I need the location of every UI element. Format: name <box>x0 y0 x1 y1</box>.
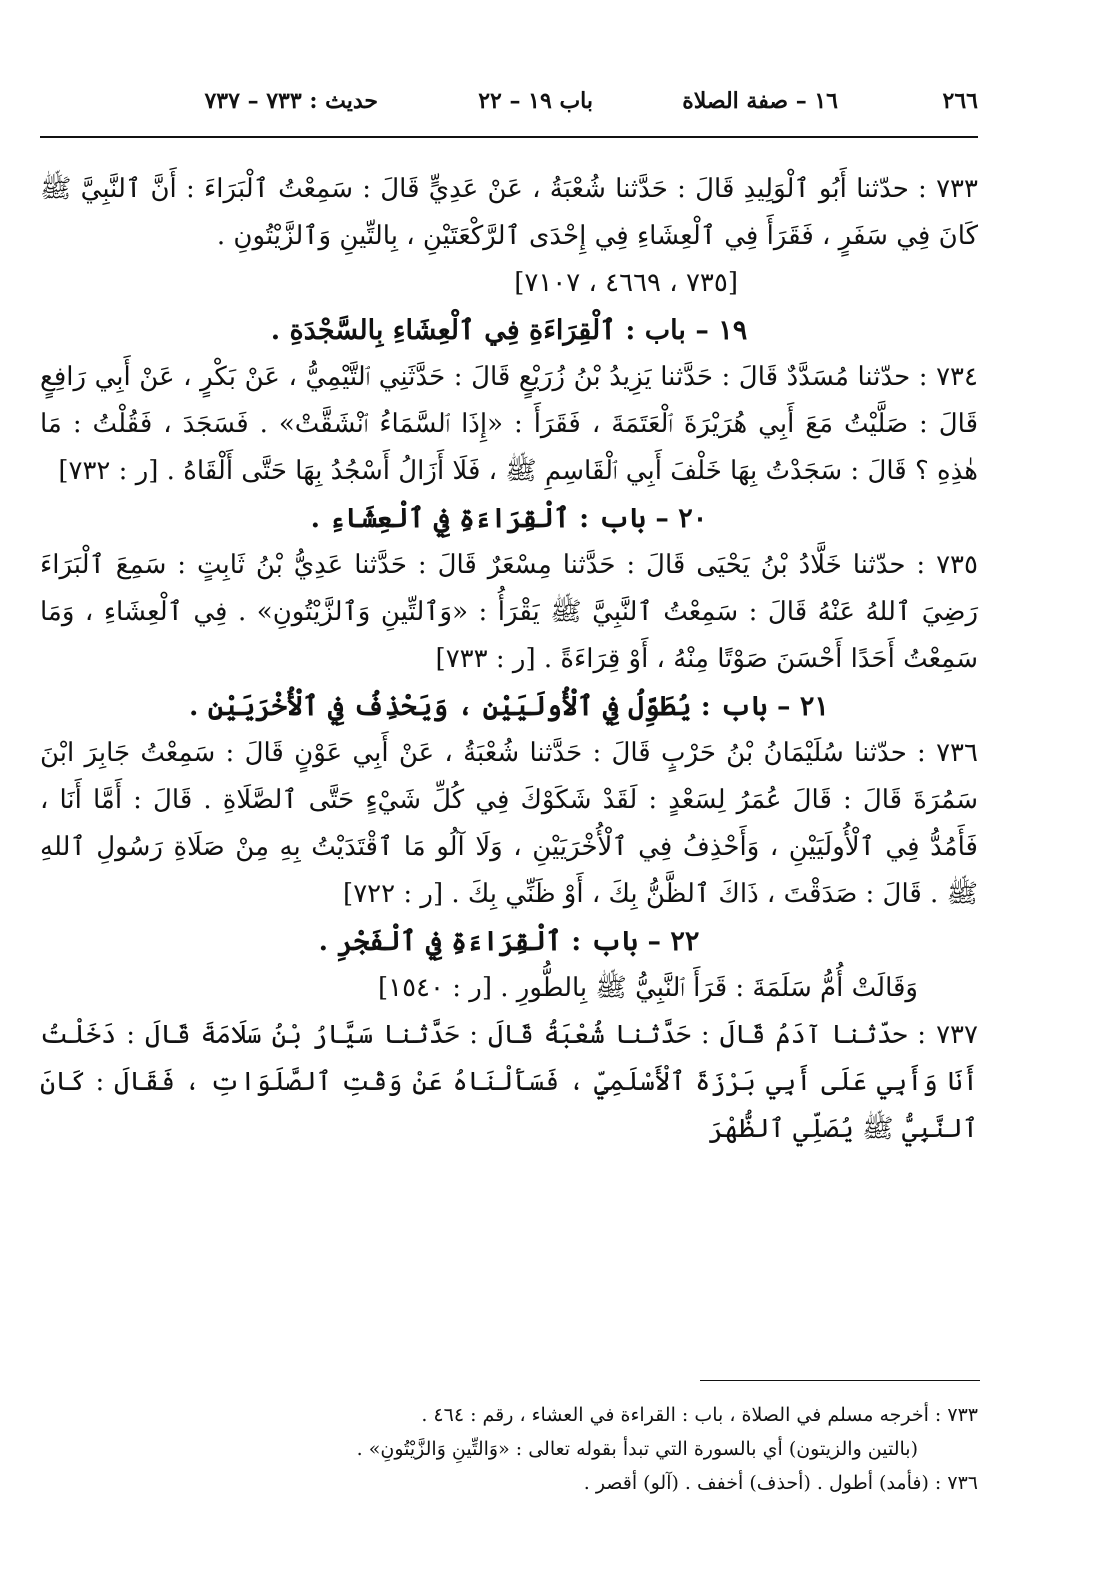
footnotes <box>300 1398 978 1500</box>
hadith-734-ref: [ر : ٧٣٢] <box>58 456 159 486</box>
bab-19-heading: ١٩ – باب : ٱلْقِرَاءَةِ فِي ٱلْعِشَاءِ بِالسَّجْدَةِ . <box>270 315 748 346</box>
bab-20-heading: ٢٠ – باب : ٱلْقِرَاءَةِ فِي ٱلْعِشَاءِ . <box>310 503 708 534</box>
hadith-736-ref: [ر : ٧٢٢] <box>343 879 444 909</box>
umm-salama-report <box>40 965 978 1012</box>
footnote-736: ٧٣٦ : (فأمد) أطول . (أحذف) أخفف . (آلو) أقصر . <box>583 1472 978 1494</box>
umm-salama-ref: [ر : ١٥٤٠] <box>377 973 492 1003</box>
bab-22-heading: ٢٢ – باب : ٱلْقِرَاءَةِ فِي ٱلْفَجْرِ . <box>318 926 700 957</box>
hadith-733-ref: [٧٣٥ ، ٤٦٦٩ ، ٧١٠٧] <box>514 268 738 298</box>
hadith-range: حديث : ٧٣٣ – ٧٣٧ <box>204 88 378 114</box>
hadith-735-ref: [ر : ٧٣٣] <box>435 644 536 674</box>
bab-21-heading: ٢١ – باب : يُطَوِّلُ فِي ٱلْأُولَيَيْنِ ، وَيَحْذِفُ فِي ٱلْأُخْرَيَيْنِ . <box>189 691 829 722</box>
hadith-735 <box>40 542 978 683</box>
hadith-736 <box>40 730 978 918</box>
hadith-734 <box>40 354 978 495</box>
footnote-rule <box>700 1380 980 1381</box>
main-text <box>40 166 978 1153</box>
hadith-734-text: ٧٣٤ : حدّثنا مُسَدَّدٌ قَالَ : حَدَّثنا يَزِيدُ بْنُ زُرَيْعٍ قَالَ : حَدَّثَنِي ٱلتَّيْمِيُّ ، عَنْ بَكْرٍ ، عَنْ أَبِي رَافِعٍ قَالَ : صَلَّيْتُ مَعَ أَبِي هُرَيْرَةَ ٱلْعَتَمَةَ ، فَقَرَأَ : «إِذَا ٱلسَّمَاءُ ٱنْشَقَّتْ» . فَسَجَدَ ، فَقُلْتُ : مَا هٰذِهِ ؟ قَالَ : سَجَدْتُ بِهَا خَلْفَ أَبِي ٱلْقَاسِمِ ﷺ ، فَلَا أَزَالُ أَسْجُدُ بِهَا حَتَّى أَلْقَاهُ . <box>40 362 978 486</box>
footnote-733: ٧٣٣ : أخرجه مسلم في الصلاة ، باب : القراءة في العشاء ، رقم : ٤٦٤ . <box>421 1404 978 1426</box>
umm-salama-text: وَقَالَتْ أُمُّ سَلَمَةَ : قَرَأَ ٱلنَّبِيُّ ﷺ بِالطُّورِ . <box>500 973 918 1003</box>
page-number: ٢٦٦ <box>942 88 978 114</box>
hadith-737: ٧٣٧ : حدّثنا آدَمُ قَالَ : حَدَّثنا شُعْبَةُ قَالَ : حَدَّثنا سَيَّارُ بْنُ سَلَامَةَ قَالَ : دَخَلْتُ أَنَا وَأَبِي عَلَى أَبِي بَرْزَةَ ٱلْأَسْلَمِيِّ ، فَسَأَلْنَاهُ عَنْ وَقْتِ ٱلصَّلَوَاتِ ، فَقَالَ : كَانَ ٱلنَّبِيُّ ﷺ يُصَلِّي ٱلظُّهْرَ <box>40 1020 978 1144</box>
hadith-736-text: ٧٣٦ : حدّثنا سُلَيْمَانُ بْنُ حَرْبٍ قَالَ : حَدَّثنا شُعْبَةُ ، عَنْ أَبِي عَوْنٍ قَالَ : سَمِعْتُ جَابِرَ ابْنَ سَمُرَةَ قَالَ : قَالَ عُمَرُ لِسَعْدٍ : لَقَدْ شَكَوْكَ فِي كُلِّ شَيْءٍ حَتَّى ٱلصَّلَاةِ . قَالَ : أَمَّا أَنَا ، فَأَمُدُّ فِي ٱلْأُولَيَيْنِ ، وَأَحْذِفُ فِي ٱلْأُخْرَيَيْنِ ، وَلَا آلُو مَا ٱقْتَدَيْتُ بِهِ مِنْ صَلَاةِ رَسُولِ ٱللهِ ﷺ . قَالَ : صَدَقْتَ ، ذَاكَ ٱلظَّنُّ بِكَ ، أَوْ ظَنِّي بِكَ . <box>40 738 978 909</box>
hadith-735-text: ٧٣٥ : حدّثنا خَلَّادُ بْنُ يَحْيَى قَالَ : حَدَّثنا مِسْعَرٌ قَالَ : حَدَّثنا عَدِيُّ بْنُ ثَابِتٍ : سَمِعَ ٱلْبَرَاءَ رَضِيَ ٱللهُ عَنْهُ قَالَ : سَمِعْتُ ٱلنَّبِيَّ ﷺ يَقْرَأُ : «وَٱلتِّينِ وَٱلزَّيْتُونِ» . فِي ٱلْعِشَاءِ ، وَمَا سَمِعْتُ أَحَدًا أَحْسَنَ صَوْتًا مِنْهُ ، أَوْ قِرَاءَةً . <box>40 550 978 674</box>
header-rule <box>40 136 978 138</box>
footnote-733-gloss: (بالتين والزيتون) أي بالسورة التي تبدأ بقوله تعالى : «وَالتِّينِ وَالزَّيْتُونِ» . <box>356 1438 918 1460</box>
bab-range: باب ١٩ – ٢٢ <box>478 88 593 114</box>
running-header <box>40 88 978 124</box>
chapter-title: ١٦ – صفة الصلاة <box>682 88 838 114</box>
hadith-733: ٧٣٣ : حدّثنا أَبُو ٱلْوَلِيدِ قَالَ : حَدَّثنا شُعْبَةُ ، عَنْ عَدِيٍّ قَالَ : سَمِعْتُ ٱلْبَرَاءَ : أَنَّ ٱلنَّبِيَّ ﷺ كَانَ فِي سَفَرٍ ، فَقَرَأَ فِي ٱلْعِشَاءِ فِي إِحْدَى ٱلرَّكْعَتَيْنِ ، بِالتِّينِ وَٱلزَّيْتُونِ . <box>40 174 978 251</box>
